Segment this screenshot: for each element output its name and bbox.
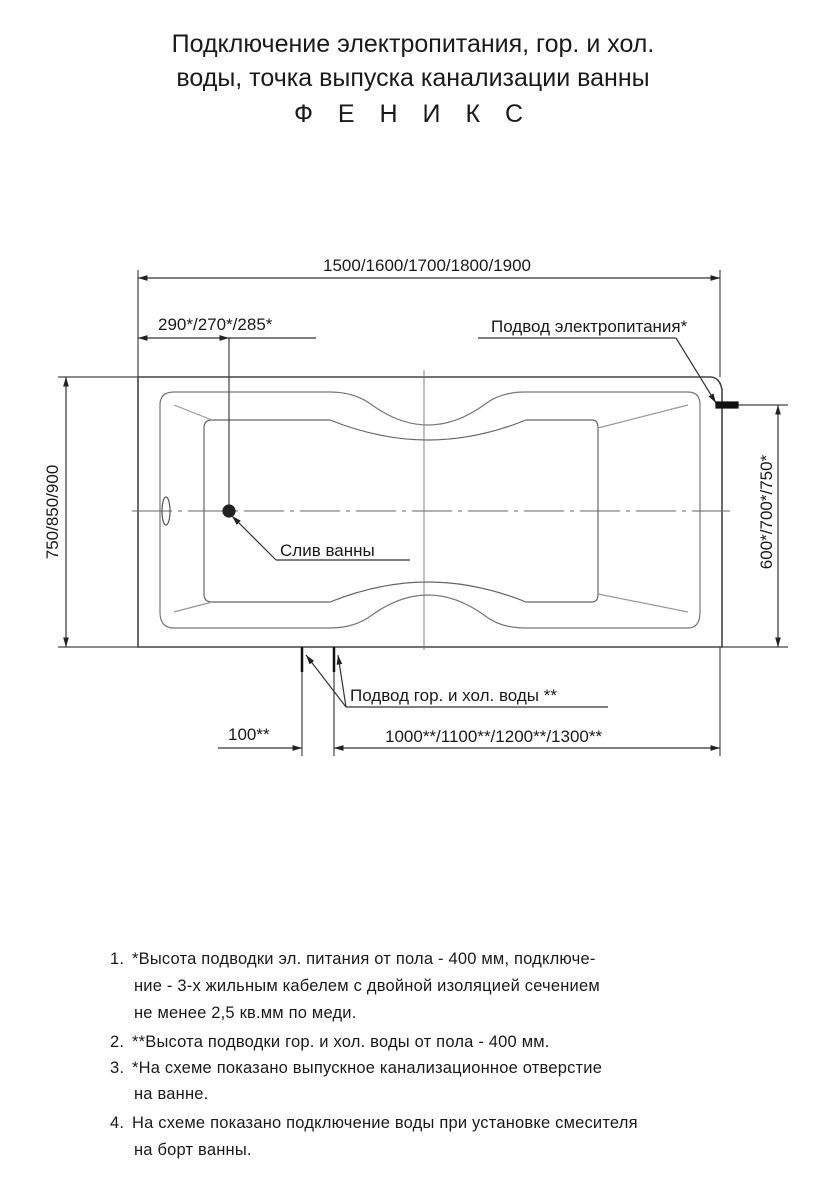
- width-right-label: 600*/700*/750*: [757, 454, 776, 570]
- note-3: 3. *На схеме показано выпускное канализационное отверстие: [110, 1059, 603, 1077]
- note-4-line-2: на борт ванны.: [134, 1141, 252, 1159]
- water-supply-label: Подвод гор. и хол. воды **: [350, 686, 557, 705]
- page-title-line-1: Подключение электропитания, гор. и хол.: [171, 30, 655, 58]
- length-dimension-label: 1500/1600/1700/1800/1900: [323, 256, 531, 275]
- power-supply-label: Подвод электропитания*: [491, 317, 688, 336]
- water-distance-label: 1000**/1100**/1200**/1300**: [385, 727, 603, 746]
- note-2: 2. **Высота подводки гор. и хол. воды от пола - 400 мм.: [110, 1033, 550, 1051]
- note-1: 1. *Высота подводки эл. питания от пола - 400 мм, подключе-: [110, 950, 596, 968]
- water-offset-label: 100**: [228, 725, 270, 744]
- page-title-line-2: воды, точка выпуска канализации ванны: [176, 64, 650, 92]
- product-name: Ф Е Н И К С: [293, 100, 533, 128]
- note-4: 4. На схеме показано подключение воды при установке смесителя: [110, 1114, 638, 1132]
- power-connector-icon: [716, 402, 738, 408]
- tub-inner-contour: [160, 392, 700, 628]
- width-left-label: 750/850/900: [43, 464, 62, 560]
- note-1-line-3: не менее 2,5 кв.мм по меди.: [134, 1004, 357, 1022]
- drain-offset-label: 290*/270*/285*: [158, 315, 273, 334]
- drain-icon: [223, 505, 235, 517]
- note-1-line-2: ние - 3-х жильным кабелем с двойной изоляцией сечением: [134, 977, 600, 995]
- drain-label: Слив ванны: [280, 541, 375, 560]
- note-3-line-2: на ванне.: [134, 1085, 209, 1103]
